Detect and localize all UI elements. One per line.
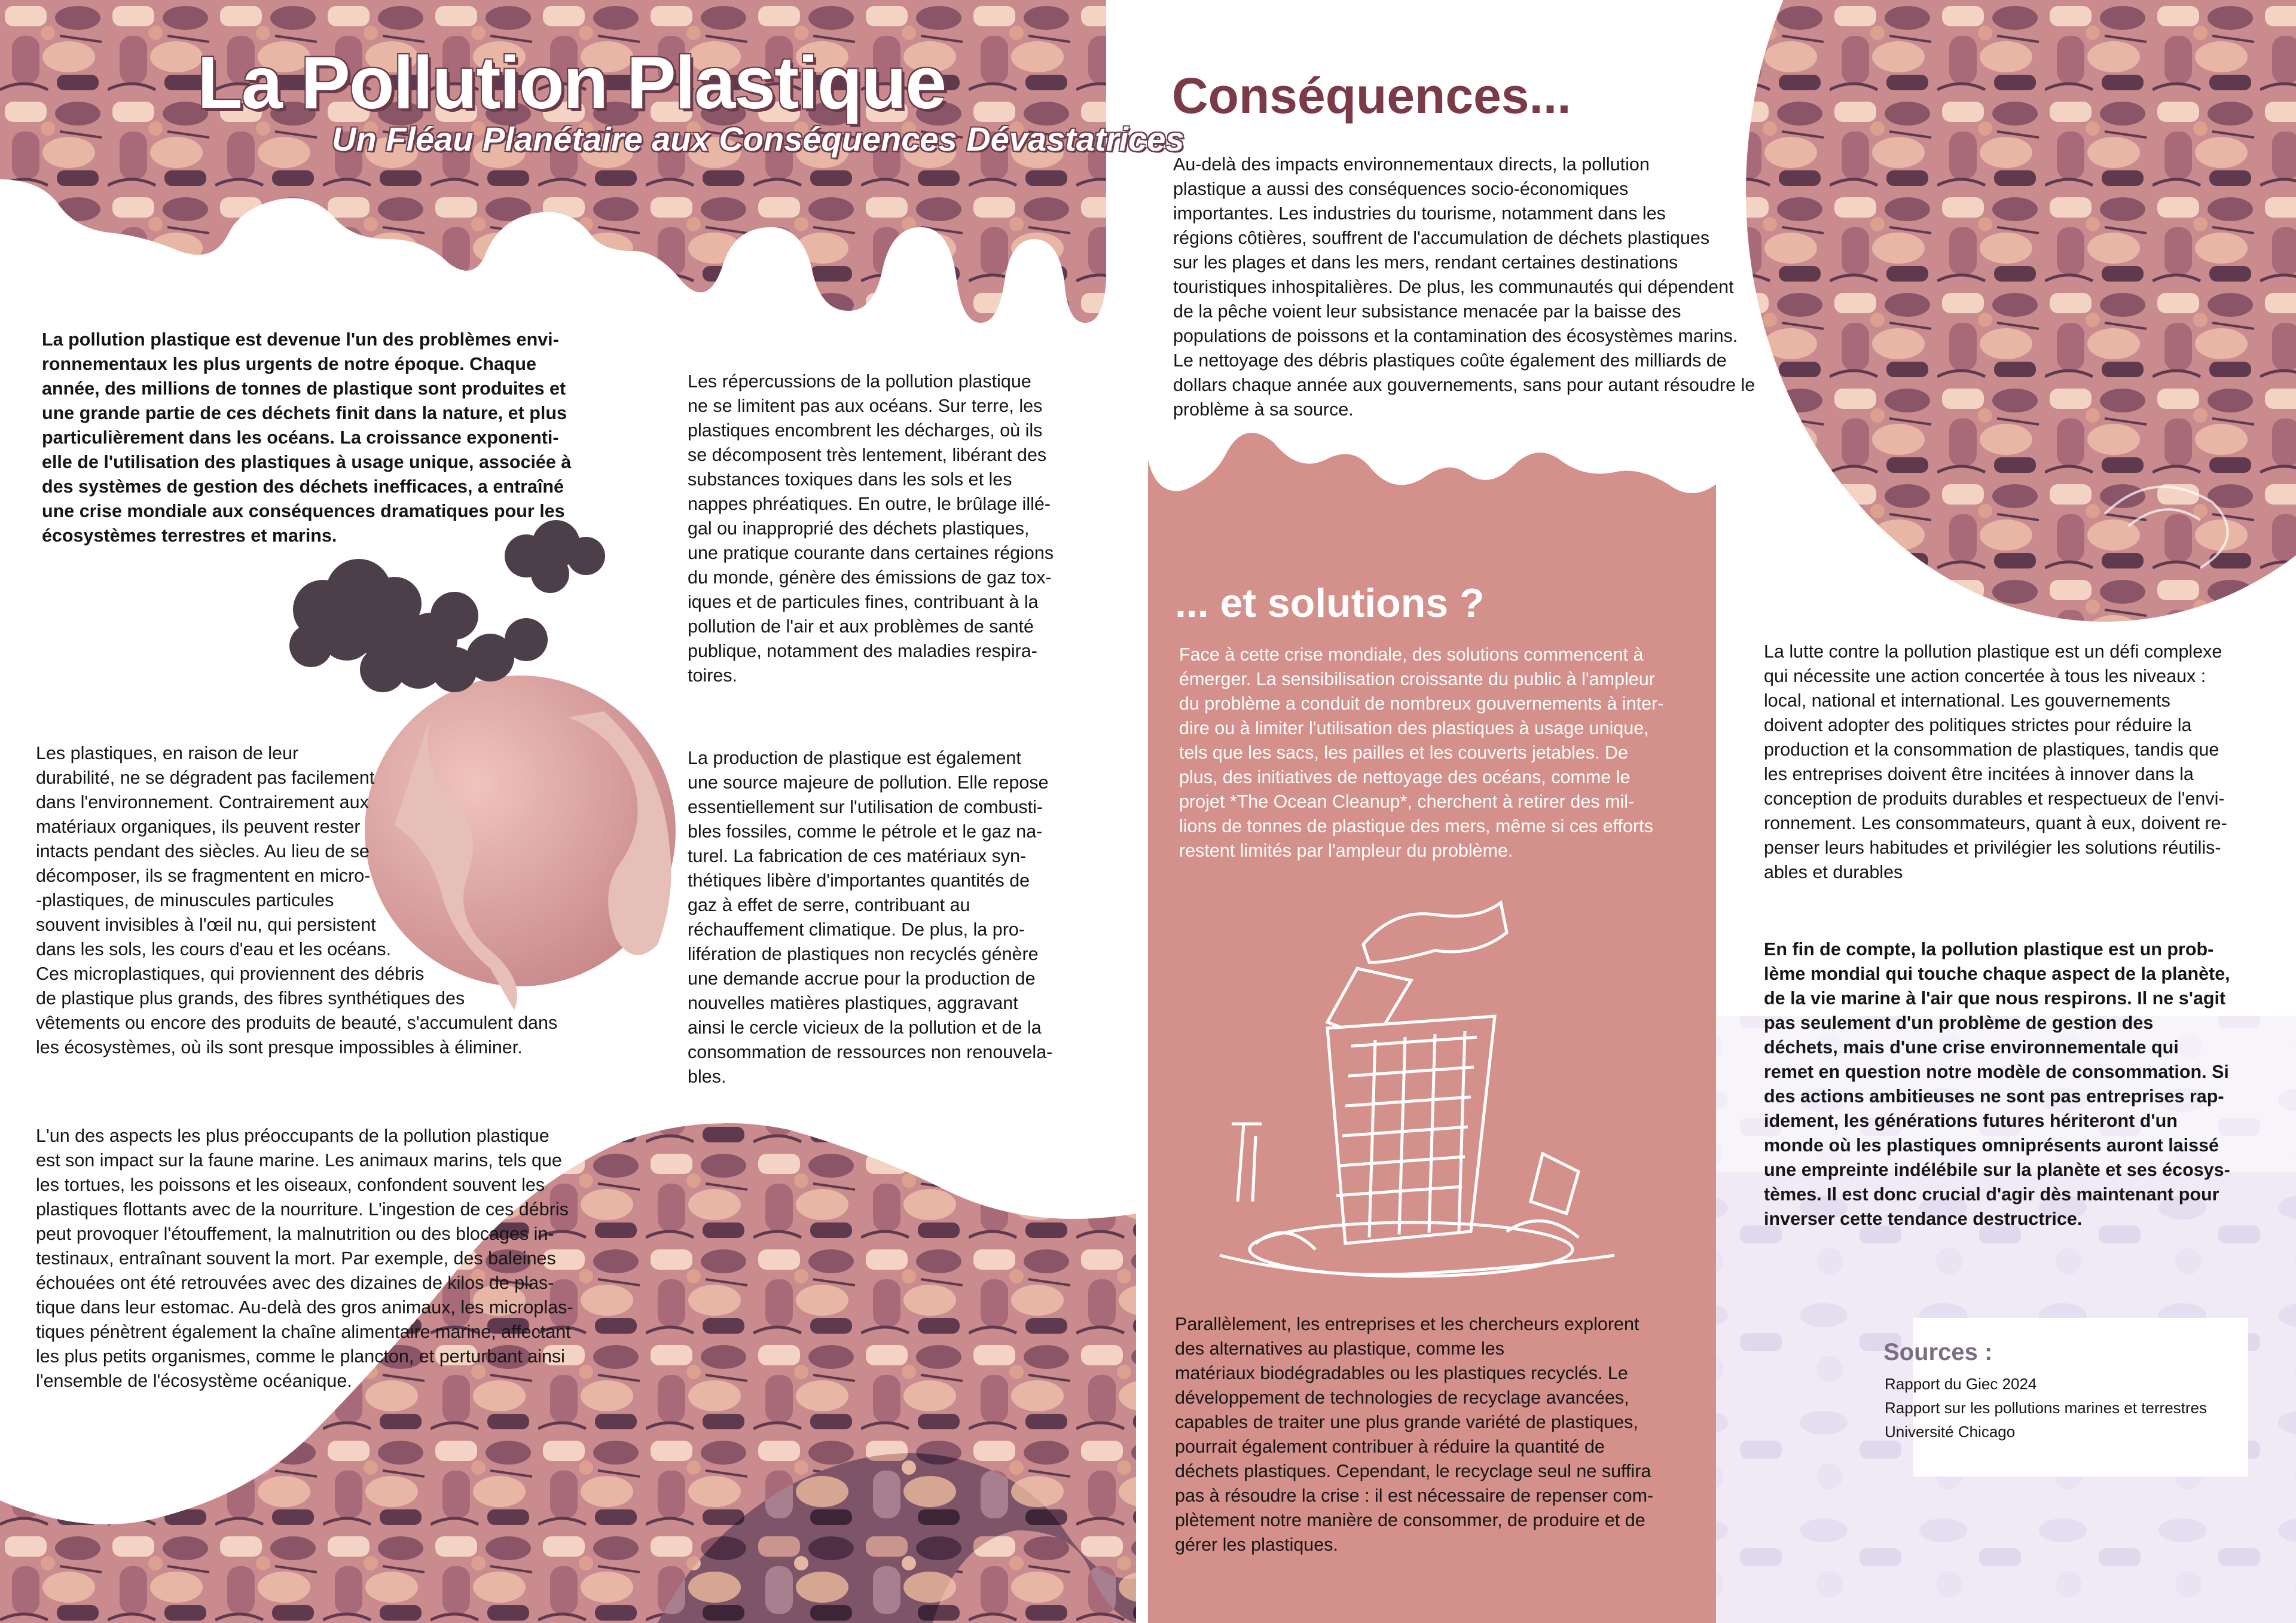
production-paragraph: La production de plastique est également une source majeure de pollution. Elle repose essentiellement sur l'utilisation de combusti- bles fossiles, comme le pétrole et le gaz na- turel. La fabrication de ces matériaux syn- thétiques libère d'importantes quantités de gaz à effet de serre, contribuant au réchauffement climatique. De plus, la pro- lifération de plastiques non recyclés génère une demande accrue pour la production de nouvelles matières plastiques, aggravant ainsi le cercle vicieux de la pollution et de la consommation de ressources non renouvela- bles. bbox=[688, 748, 1053, 1087]
consequences-paragraph: Au-delà des impacts environnementaux directs, la pollution plastique a aussi des conséquences socio-économiques importantes. Les industries du tourisme, notamment dans les régions côtières, souffrent de l'accumulation de déchets plastiques sur les plages et dans les mers, rendant certaines destinations touristiques inhospitalières. De plus, les communautés qui dépendent de la pêche voient leur subsistance menacée par la baisse des populations de poissons et la contamination des écosystèmes marins. Le nettoyage des débris plastiques coûte également des milliards de dollars chaque année aux gouvernements, sans pour autant résoudre le problème à sa source. bbox=[1173, 154, 1755, 420]
research-paragraph: Parallèlement, les entreprises et les chercheurs explorent des alternatives au plastique, comme les matériaux biodégradables ou les plastiques recyclés. Le développement de technologies de recyclage avancées, capables de traiter une plus grande variété de plastiques, pourrait également contribuer à réduire la quantité de déchets plastiques. Cependant, le recyclage seul ne suffira pas à résoudre la crise : il est nécessaire de repenser com- plètement notre manière de consommer, de produire et de gérer les plastiques. bbox=[1175, 1314, 1654, 1555]
sources-heading: Sources : bbox=[1883, 1339, 1993, 1365]
durability-paragraph: Les plastiques, en raison de leur durabilité, ne se dégradent pas facilement dans l'environnement. Contrairement aux matériaux organiques, ils peuvent rester intacts pendant des siècles. Au lieu de se décomposer, ils se fragmentent en micro- -plastiques, de minuscules particules souvent invisibles à l'œil nu, qui persistent dans les sols, les cours d'eau et les océans. Ces microplastiques, qui proviennent des débris de plastique plus grands, des fibres synthétiques des vêtements ou encore des produits de beauté, s'accumulent dans les écosystèmes, où ils sont presque impossibles à éliminer. bbox=[36, 743, 558, 1057]
intro-paragraph: La pollution plastique est devenue l'un des problèmes envi- ronnementaux les plus urgents de notre époque. Chaque année, des millions de tonnes de plastique sont produites et une grande partie de ces déchets finit dans la nature, et plus particulièrement dans les océans. La croissance exponenti- elle de l'utilisation des plastiques à usage unique, associée à des systèmes de gestion des déchets inefficaces, a entraîné une crise mondiale aux conséquences dramatiques pour les écosystèmes terrestres et marins. bbox=[42, 329, 572, 546]
solutions-heading: ... et solutions ? bbox=[1175, 580, 1485, 626]
page-title: La Pollution Plastique bbox=[197, 42, 946, 124]
consequences-heading: Conséquences... bbox=[1172, 68, 1571, 124]
sources-list: Rapport du Giec 2024 Rapport sur les pollutions marines et terrestres Université Chicago bbox=[1885, 1375, 2208, 1441]
solutions-paragraph: Face à cette crise mondiale, des solutions commencent à émerger. La sensibilisation croissante du public à l'ampleur du problème a conduit de nombreux gouvernements à inter- dire ou à limiter l'utilisation des plastiques à usage unique, tels que les sacs, les pailles et les couverts jetables. De plus, des initiatives de nettoyage des océans, comme le projet *The Ocean Cleanup*, cherchent à retirer des mil- lions de tonnes de plastique des mers, même si ces efforts restent limités par l'ampleur du problème. bbox=[1179, 644, 1664, 861]
action-paragraph: La lutte contre la pollution plastique est un défi complexe qui nécessite une action concertée à tous les niveaux : local, national et international. Les gouvernements doivent adopter des politiques strictes pour réduire la production et la consommation de plastiques, tandis que les entreprises doivent être incitées à innover dans la conception de produits durables et respectueux de l'envi- ronnement. Les consommateurs, quant à eux, doivent re- penser leurs habitudes et privilégier les solutions réutilis- ables et durables bbox=[1764, 641, 2227, 882]
land-impact-paragraph: Les répercussions de la pollution plastique ne se limitent pas aux océans. Sur terre, les plastiques encombrent les décharges, où ils se décomposent très lentement, libérant des substances toxiques dans les sols et les nappes phréatiques. En outre, le brûlage illé- gal ou inapproprié des déchets plastiques, une pratique courante dans certaines régions du monde, génère des émissions de gaz tox- iques et de particules fines, contribuant à la pollution de l'air et aux problèmes de santé publique, notamment des maladies respira- toires. bbox=[688, 371, 1054, 686]
page-subtitle: Un Fléau Planétaire aux Conséquences Dévastatrices bbox=[332, 120, 1184, 158]
marine-fauna-paragraph: L'un des aspects les plus préoccupants de la pollution plastique est son impact sur la faune marine. Les animaux marins, tels que les tortues, les poissons et les oiseaux, confondent souvent les plastiques flottants avec de la nourriture. L'ingestion de ces débris peut provoquer l'étouffement, la malnutrition ou des blocages in- testinaux, entraînant souvent la mort. Par exemple, des baleines échouées ont été retrouvées avec des dizaines de kilos de plas- tique dans leur estomac. Au-delà des gros animaux, les microplas- tiques pénètrent également la chaîne alimentaire marine, affectant les plus petits organismes, comme le plancton, et perturbant ainsi l'ensemble de l'écosystème océanique. bbox=[36, 1126, 573, 1391]
conclusion-paragraph: En fin de compte, la pollution plastique est un prob- lème mondial qui touche chaque aspect de la planète, de la vie marine à l'air que nous respirons. Il ne s'agit pas seulement d'un problème de gestion des déchets, mais d'une crise environnementale qui remet en question notre modèle de consommation. Si des actions ambitieuses ne sont pas entreprises rap- idement, les générations futures hériteront d'un monde où les plastiques omniprésents auront laissé une empreinte indélébile sur la planète et ses écosys- tèmes. Il est donc crucial d'agir dès maintenant pour inverser cette tendance destructrice. bbox=[1764, 939, 2230, 1229]
